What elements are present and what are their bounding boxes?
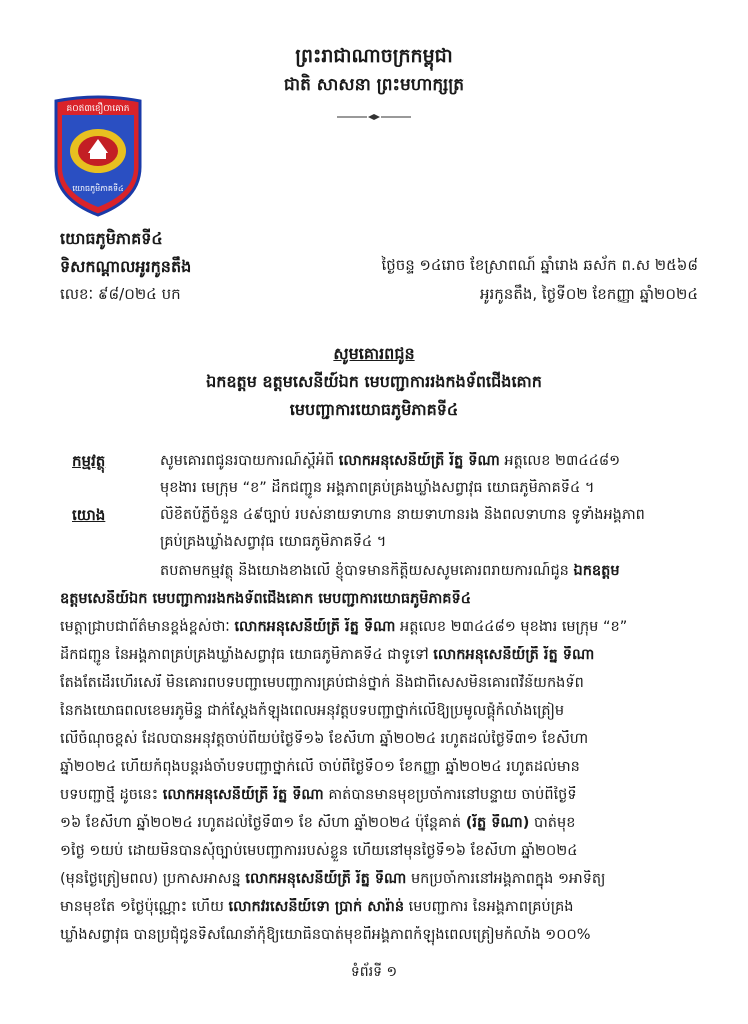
body-line-12: (មុនថ្ងៃត្រៀមពល) ប្រកាសអាសន្ន លោកអនុសេនីយ៍ត្រី រ័ត្ន ទីណា មកប្រចាំការនៅអង្គភាពក្នុង ១អាទិត្យ: [60, 871, 606, 887]
reference-label: យោង: [72, 506, 106, 524]
org-sub-unit: ទិសកណ្តាលអូរកូនតឹង: [60, 257, 192, 276]
body-line-5: តែងតែដើរហើរសេរី មិនគោរពបទបញ្ជាមេបញ្ជាការគ្រប់ជាន់ថ្នាក់ និងជាពិសេសមិនគោរពវិន័យកងទ័ព: [60, 675, 584, 691]
national-motto: ជាតិ សាសនា ព្រះមហាក្សត្រ: [283, 75, 465, 95]
document-number: លេខៈ ៩៨/០២៤ បក: [60, 285, 181, 303]
org-unit-name: យោធភូមិភាគទី៤: [60, 229, 163, 248]
addressee-line-2: មេបញ្ជាការយោធភូមិភាគទី៤: [289, 400, 459, 419]
addressee-line-1: ឯកឧត្តម ឧត្តមសេនីយ៍ឯក មេបញ្ជាការរងកងទ័ពជើងគោក: [206, 372, 542, 391]
logo-text-bottom: យោធភូមិភាគទី៤: [72, 184, 124, 193]
kingdom-title: ព្រះរាជាណាចក្រកម្ពុជា: [295, 45, 453, 67]
body-line-14: ឃ្លាំងសព្វាវុធ បានប្រជុំជូនទិសណែនាំកុំឱ្យយោធិនបាត់មុខពីអង្គភាពកំឡុងពេលត្រៀមកំលាំង ១០០%: [60, 927, 591, 943]
body-line-3: មេត្តាជ្រាបជាព័ត៌មានខ្ពង់ខ្ពស់ថាៈ លោកអនុសេនីយ៍ត្រី រ័ត្ន ទីណា អត្តលេខ ២៣៤៤៨១ មុខងារ មេក្រុម “ខ”: [60, 619, 628, 635]
reference-line-1: លិខិតបំភ្លឺចំនួន ៤៩ច្បាប់ របស់នាយទាហាន នាយទាហានរង និងពលទាហាន ទូទាំងអង្គភាព: [160, 507, 645, 523]
body-line-10: ១៦ ខែសីហា ឆ្នាំ២០២៤ រហូតដល់ថ្ងៃទី៣១ ខែ សីហា ឆ្នាំ២០២៤ ប៉ុន្តែគាត់ (រ័ត្ន ទីណា) បាត់មុខ: [60, 815, 576, 831]
page-number: ទំព័រទី ១: [350, 964, 398, 980]
lunar-date: ថ្ងៃចន្ទ ១៤រោច ខែស្រាពណ៍ ឆ្នាំរោង ឆស័ក ព.ស ២៥៦៨: [381, 256, 698, 274]
body-line-13: មានមុខតែ ១ថ្ងៃប៉ុណ្ណោះ ហើយ លោកវរសេនីយ៍ទោ ប្រាក់ សារ៉ាន់ មេបញ្ជាការ នៃអង្គភាពគ្រប់គ្រង: [60, 899, 574, 915]
body-line-2: ឧត្តមសេនីយ៍ឯក មេបញ្ជាការរងកងទ័ពជើងគោក មេបញ្ជាការយោធភូមិភាគទី៤: [60, 591, 471, 607]
reference-line-2: គ្រប់គ្រងឃ្លាំងសព្វាវុធ យោធភូមិភាគទី៤ ។: [160, 534, 387, 550]
body-line-11: ១ថ្ងៃ ១យប់ ដោយមិនបានសុំច្បាប់មេបញ្ជាការរបស់ខ្លួន ហើយនៅមុនថ្ងៃទី១៦ ខែសីហា ឆ្នាំ២០២៤: [60, 843, 578, 859]
military-region-logo: [48, 95, 148, 217]
body-line-4: ដឹកជញ្ជូន នៃអង្គភាពគ្រប់គ្រងឃ្លាំងសព្វាវុធ យោធភូមិភាគទី៤ ជាទូទៅ លោកអនុសេនីយ៍ត្រី រ័ត្ន ទីណា: [60, 647, 595, 663]
addressee-title: សូមគោរពជូន: [333, 344, 415, 363]
body-line-7: លើចំណុចខ្ពស់ ដែលបានអនុវត្តចាប់ពីយប់ថ្ងៃទី១៦ ខែសីហា ឆ្នាំ២០២៤ រហូតដល់ថ្ងៃទី៣១ ខែសីហា: [60, 731, 589, 747]
body-line-1: តបតាមកម្មវត្ថុ និងយោងខាងលើ ខ្ញុំបាទមានកិត្តិយសសូមគោរពរាយការណ៍ជូន ឯកឧត្តម: [160, 563, 620, 579]
subject-line-1: សូមគោរពជូនរបាយការណ៍ស្តីអំពី លោកអនុសេនីយ៍ត្រី រ័ត្ន ទីណា អត្តលេខ ២៣៤៤៨១: [160, 453, 621, 469]
subject-line-2: មុខងារ មេក្រុម “ខ” ដឹកជញ្ជូន អង្គភាពគ្រប់គ្រងឃ្លាំងសព្វាវុធ យោធភូមិភាគទី៤ ។: [160, 480, 595, 496]
place-date: អូរកូនតឹង, ថ្ងៃទី០២ ខែកញ្ញា ឆ្នាំ២០២៤: [480, 285, 698, 303]
body-line-6: នៃកងយោធពលខេមរភូមិន្ទ ជាក់ស្តែងកំឡុងពេលអនុវត្តបទបញ្ជាថ្នាក់លើឱ្យប្រមូលផ្តុំកំលាំងត្រៀម: [60, 703, 565, 719]
ornament-divider: [337, 113, 411, 121]
body-line-9: បទបញ្ជាថ្មី ដូចនេះ លោកអនុសេនីយ៍ត្រី រ័ត្ន ទីណា គាត់បានមានមុខប្រចាំការនៅបន្ទាយ ចាប់ពីថ្ងៃទី: [60, 787, 577, 803]
subject-label: កម្មវត្ថុ: [72, 452, 106, 470]
body-line-8: ឆ្នាំ២០២៤ ហើយកំពុងបន្តរង់ចាំបទបញ្ជាថ្នាក់លើ ចាប់ពីថ្ងៃទី០១ ខែកញ្ញា ឆ្នាំ២០២៤ រហូតដល់មាន: [60, 759, 580, 775]
logo-text-top: គ០ឥ៣ខឿ០ាគោភ: [66, 104, 130, 114]
